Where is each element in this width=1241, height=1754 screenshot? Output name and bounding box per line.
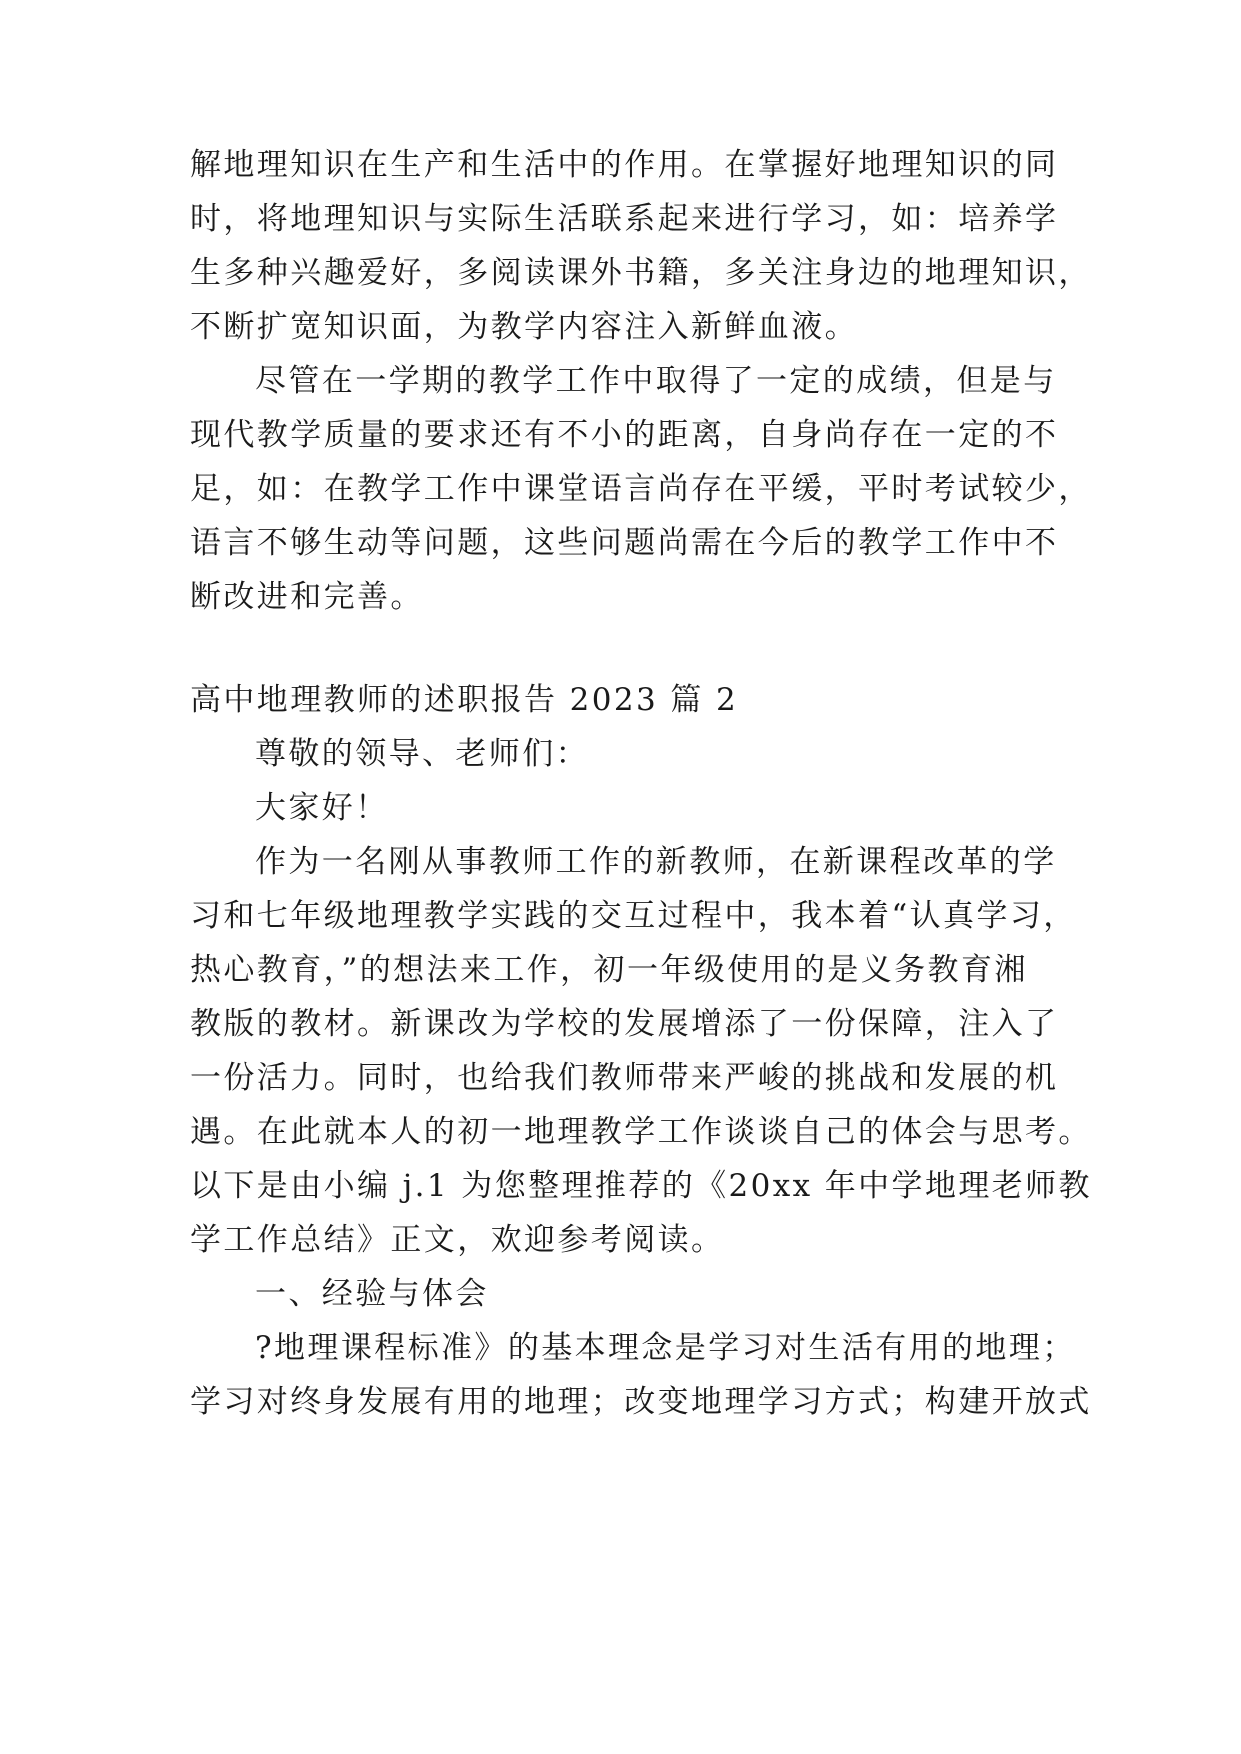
- section-title: 高中地理教师的述职报告 2023 篇 2: [190, 682, 739, 718]
- paragraph-line: 学习对终身发展有用的地理；改变地理学习方式；构建开放式: [190, 1384, 1092, 1420]
- paragraph-line: 断改进和完善。: [190, 579, 424, 615]
- paragraph-line: 作为一名刚从事教师工作的新教师，在新课程改革的学: [255, 844, 1057, 880]
- greeting: 大家好！: [255, 790, 389, 826]
- salutation: 尊敬的领导、老师们：: [255, 736, 589, 772]
- paragraph-line: 学工作总结》正文，欢迎参考阅读。: [190, 1222, 725, 1258]
- paragraph-line: 足，如：在教学工作中课堂语言尚存在平缓，平时考试较少，: [190, 471, 1092, 507]
- paragraph-line: 以下是由小编 j.1 为您整理推荐的《20xx 年中学地理老师教: [190, 1168, 1092, 1204]
- paragraph-line: 一份活力。同时，也给我们教师带来严峻的挑战和发展的机: [190, 1060, 1059, 1096]
- paragraph-line: 生多种兴趣爱好，多阅读课外书籍，多关注身边的地理知识，: [190, 255, 1092, 291]
- paragraph-line: 尽管在一学期的教学工作中取得了一定的成绩，但是与: [255, 363, 1057, 399]
- subheading: 一、经验与体会: [255, 1276, 489, 1312]
- paragraph-line: 不断扩宽知识面，为教学内容注入新鲜血液。: [190, 309, 858, 345]
- paragraph-line: 语言不够生动等问题，这些问题尚需在今后的教学工作中不: [190, 525, 1059, 561]
- paragraph-line: 时，将地理知识与实际生活联系起来进行学习，如：培养学: [190, 201, 1059, 237]
- paragraph-line: 遇。在此就本人的初一地理教学工作谈谈自己的体会与思考。: [190, 1114, 1092, 1150]
- paragraph-line: 解地理知识在生产和生活中的作用。在掌握好地理知识的同: [190, 147, 1059, 183]
- paragraph-line: 热心教育，”的想法来工作，初一年级使用的是义务教育湘: [190, 952, 1028, 988]
- paragraph-line: ?地理课程标准》的基本理念是学习对生活有用的地理；: [255, 1330, 1076, 1366]
- paragraph-line: 现代教学质量的要求还有不小的距离，自身尚存在一定的不: [190, 417, 1059, 453]
- paragraph-line: 习和七年级地理教学实践的交互过程中，我本着“认真学习，: [190, 898, 1077, 934]
- paragraph-line: 教版的教材。新课改为学校的发展增添了一份保障，注入了: [190, 1006, 1059, 1042]
